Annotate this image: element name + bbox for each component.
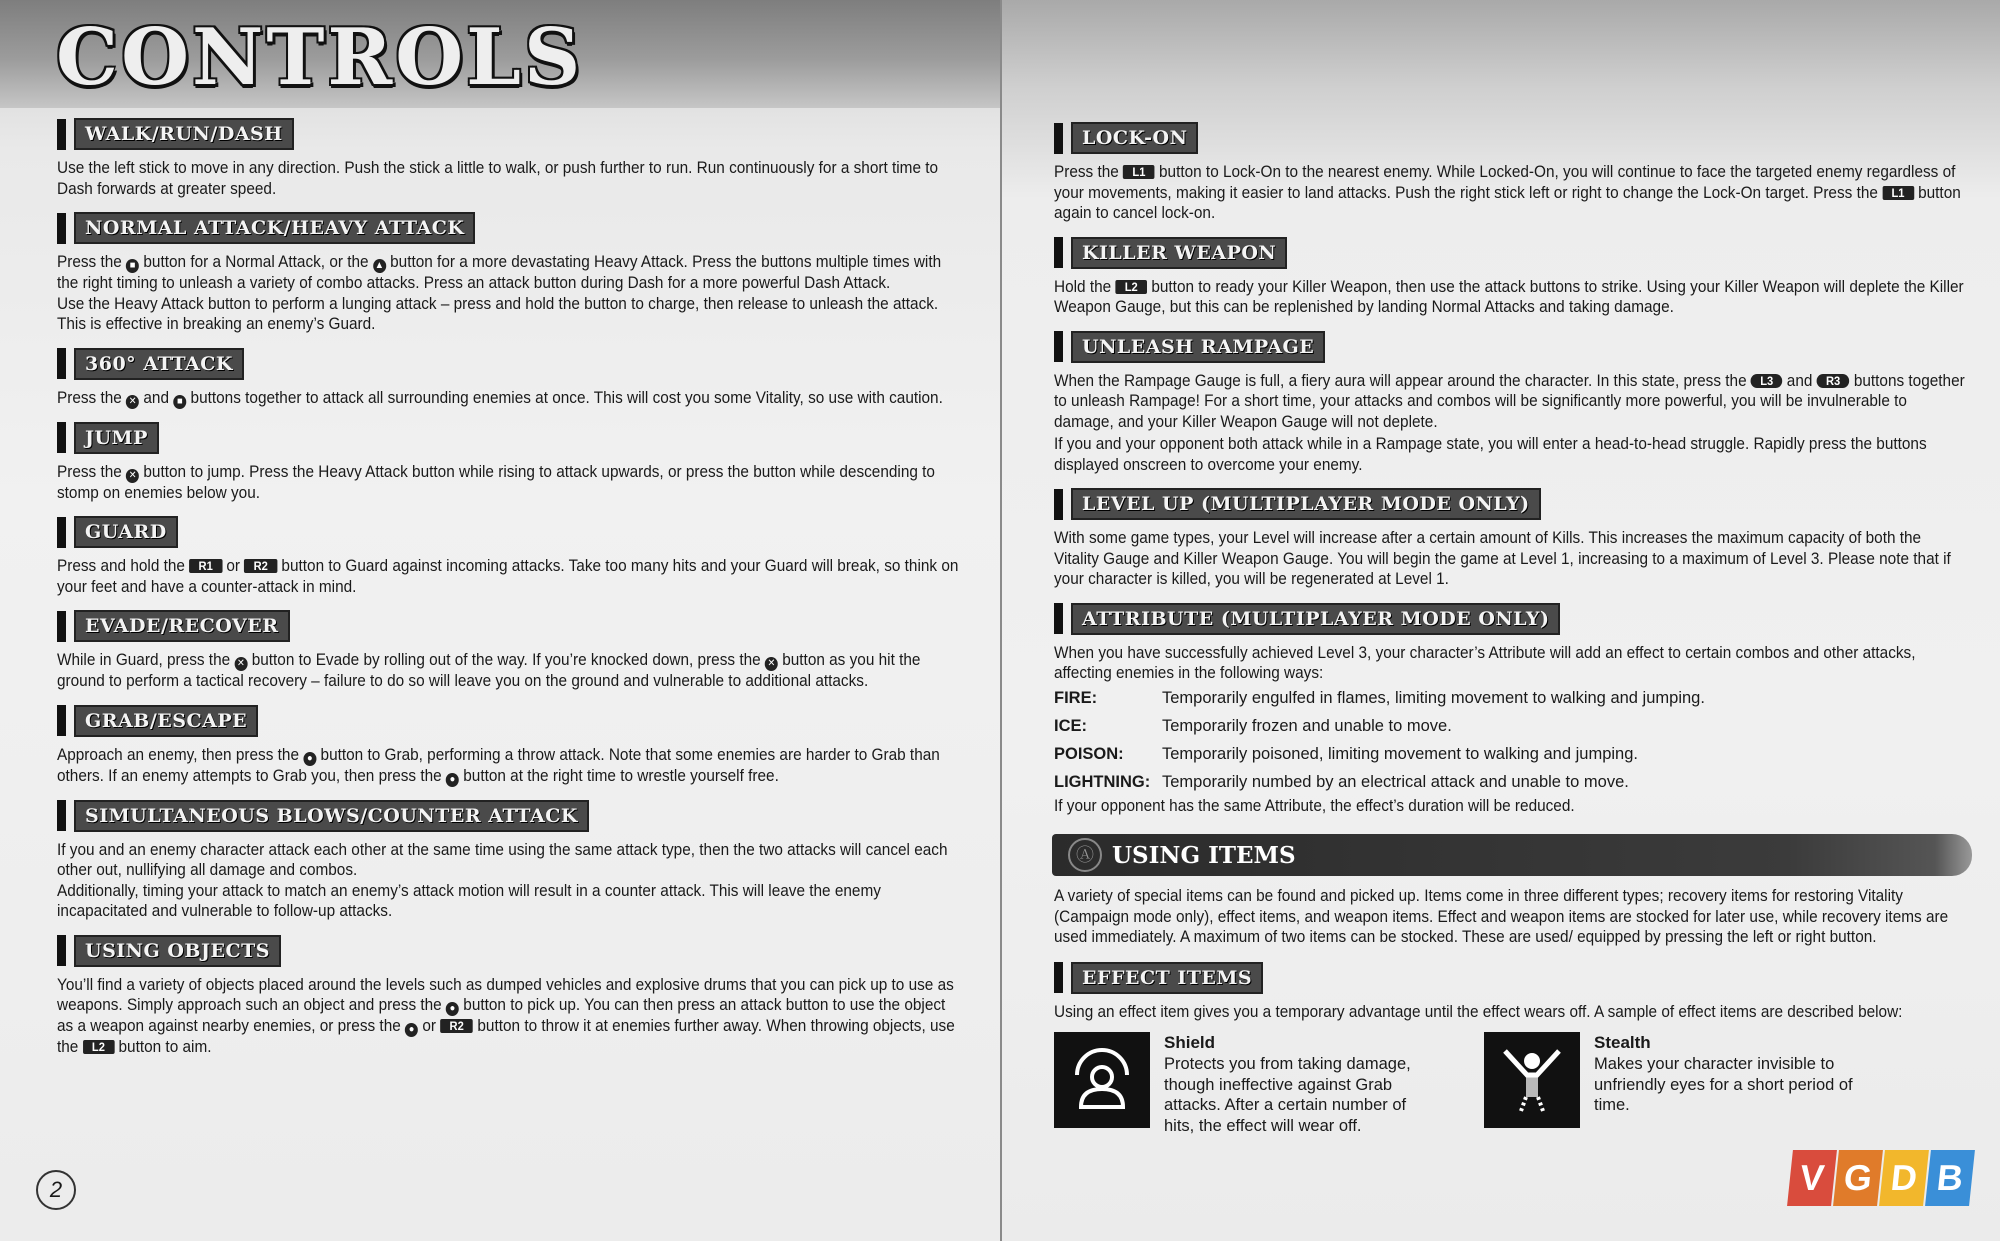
section-heading: UNLEASH RAMPAGE [1071,331,1325,363]
section-text: When you have successfully achieved Level 3, your character’s Attribute will add an effect to certain combos and other attacks, affecting enemies in the following ways: [1054,643,1916,682]
item-shield [1054,1032,1484,1136]
attribute-name: FIRE: [1054,688,1098,707]
section-heading: GUARD [74,516,178,548]
heading-bar [57,935,66,966]
attribute-row [1054,712,1972,740]
section-text: Press the ✕ button to jump. Press the Heavy Attack button while rising to attack upwards, or press the button while descending to stomp on enemies below you. [57,462,935,502]
heading-bar [57,119,66,150]
square-button-icon: ■ [126,259,139,273]
cross-button-icon: ✕ [126,469,139,483]
l2-button-icon: L2 [83,1040,115,1054]
heading-bar [57,348,66,379]
item-desc: Protects you from taking damage, though ineffective against Grab attacks. After a certain number of hits, the effect will wear off. [1164,1055,1411,1135]
section-level-up [1054,488,1972,590]
section-heading: EVADE/RECOVER [74,610,290,642]
square-button-icon: ■ [173,395,186,409]
r3-button-icon: R3 [1817,374,1850,388]
heading-bar [57,517,66,548]
circle-button-icon: ● [446,1002,459,1016]
r2-button-icon: R2 [244,559,277,573]
cross-button-icon: ✕ [765,657,778,671]
attribute-desc: Temporarily engulfed in flames, limiting movement to walking and jumping. [1162,688,1705,707]
section-text: When the Rampage Gauge is full, a fiery aura will appear around the character. In this state, press the L3 and R3 buttons together to unleash Rampage! For a short time, your attacks and combos will be significantly more powerful, you will be invulnerable to damage, and your Killer Weapon Gauge will not deplete. [1054,371,1965,431]
circle-button-icon: ● [446,773,459,787]
section-text: Press the ✕ and ■ buttons together to attack all surrounding enemies at once. This will cost you some Vitality, so use with caution. [57,388,943,407]
attribute-row [1054,684,1972,712]
watermark-letter: B [1925,1150,1975,1206]
attribute-row [1054,740,1972,768]
section-text: While in Guard, press the ✕ button to Evade by rolling out of the way. If you’re knocked down, press the ✕ button as you hit the ground to perform a tactical recovery – failure to do so will leave you on the ground and vulnerable to additional attacks. [57,651,921,690]
vgdb-watermark [1790,1150,1974,1206]
item-name: Stealth [1594,1033,1651,1052]
section-normal-heavy-attack [57,212,967,335]
section-effect-items [1054,962,1972,1137]
attribute-name: ICE: [1054,716,1087,735]
watermark-letter: V [1787,1150,1837,1206]
circle-button-icon: ● [303,752,316,766]
effect-items-list [1054,1032,1972,1136]
section-text: If you and an enemy character attack each other at the same time using the same attack type, then the two attacks will cancel each other out, nullifying all damage and combos. [57,840,948,879]
section-text: Press and hold the R1 or R2 button to Guard against incoming attacks. Take too many hits and your Guard will break, so think on your feet and have a counter-attack in mind. [57,557,959,596]
section-heading: WALK/RUN/DASH [74,118,294,150]
section-text-2: Additionally, timing your attack to match an enemy’s attack motion will result in a counter attack. This will leave the enemy incapacitated and vulnerable to follow-up attacks. [57,881,881,920]
section-text-2: Use the Heavy Attack button to perform a lunging attack – press and hold the button to charge, then release to unleash the attack. This is effective in breaking an enemy’s Guard. [57,294,939,333]
section-text: Press the ■ button for a Normal Attack, or the ▲ button for a more devastating Heavy Attack. Press the buttons multiple times with the right timing to unleash a variety of combo attacks. Press an attack button during Dash for a more powerful Dash Attack. [57,253,942,292]
section-text: Using an effect item gives you a temporary advantage until the effect wears off. A sample of effect items are described below: [1054,1002,1903,1021]
banner-title: USING ITEMS [1112,841,1296,869]
section-heading: NORMAL ATTACK/HEAVY ATTACK [74,212,475,244]
heading-bar [1054,603,1063,634]
r1-button-icon: R1 [189,559,222,573]
attribute-desc: Temporarily poisoned, limiting movement to walking and jumping. [1162,744,1638,763]
item-name: Shield [1164,1033,1216,1052]
section-heading: LOCK-ON [1071,122,1198,154]
cross-button-icon: ✕ [126,395,139,409]
r2-button-icon: R2 [440,1019,473,1033]
section-heading: SIMULTANEOUS BLOWS/COUNTER ATTACK [74,800,589,832]
heading-bar [1054,123,1063,154]
anarchy-icon: Ⓐ [1068,838,1102,872]
section-evade-recover [57,610,967,692]
attribute-name: POISON: [1054,744,1124,763]
watermark-letter: G [1833,1150,1883,1206]
stealth-figure-icon [1484,1032,1580,1128]
heading-bar [1054,489,1063,520]
heading-bar [1054,331,1063,362]
section-killer-weapon [1054,237,1972,318]
heading-bar [1054,962,1063,993]
heading-bar [1054,237,1063,268]
circle-button-icon: ● [405,1023,418,1037]
watermark-letter: D [1879,1150,1929,1206]
triangle-button-icon: ▲ [374,260,384,271]
section-text: You’ll find a variety of objects placed around the levels such as dumped vehicles and explosive drums that you can pick up to use as weapons. Simply approach such an object and press the ● button to pick up. You can then press an attack button to use the object as a weapon against nearby enemies, or press the ● or R2 button to throw it at enemies further away. When throwing objects, use the L2 button to aim. [57,975,955,1056]
section-heading: KILLER WEAPON [1071,237,1287,269]
section-text-2: If you and your opponent both attack while in a Rampage state, you will enter a head-to-head struggle. Rapidly press the buttons displayed onscreen to overcome your enemy. [1054,435,1927,474]
section-jump [57,422,967,504]
section-text: Hold the L2 button to ready your Killer Weapon, then use the attack buttons to strike. Using your Killer Weapon will deplete the Killer Weapon Gauge, but this can be replenished by landing Normal Attacks and taking damage. [1054,277,1964,316]
attribute-desc: Temporarily frozen and unable to move. [1162,716,1452,735]
using-items-text: A variety of special items can be found and picked up. Items come in three different types; recovery items for restoring Vitality (Campaign mode only), effect items, and weapon items. Effect and weapon items are stocked for later use, while recovery items are used immediately. A maximum of two items can be stocked. These are used/ equipped by pressing the left or right button. [1054,887,1949,946]
section-text: Approach an enemy, then press the ● button to Grab, performing a throw attack. Note that some enemies are harder to Grab than others. If an enemy attempts to Grab you, then press the ● button at the right time to wrestle yourself free. [57,745,940,785]
section-text: Press the L1 button to Lock-On to the nearest enemy. While Locked-On, you will continue to face the targeted enemy regardless of your movements, making it easier to land attacks. Push the right stick left or right to change the Lock-On target. Press the L1 button again to cancel lock-on. [1054,163,1961,222]
section-heading: USING OBJECTS [74,935,281,967]
page-title: CONTROLS [56,12,584,103]
section-lock-on [1054,122,1972,224]
page-number: 2 [36,1170,76,1210]
section-using-objects [57,935,967,1058]
item-desc: Makes your character invisible to unfriendly eyes for a short period of time. [1594,1055,1853,1114]
right-page [1002,0,2000,1241]
section-text: With some game types, your Level will increase after a certain amount of Kills. This increases the maximum capacity of both the Vitality Gauge and Killer Weapon Gauge. You will begin the game at Level 1, increasing to a maximum of Level 3. Please note that if your character is killed, you will be regenerated at Level 1. [1054,529,1951,588]
heading-bar [57,800,66,831]
item-stealth [1484,1032,1914,1136]
section-360-attack [57,348,967,409]
attribute-row [1054,768,1972,796]
l2-button-icon: L2 [1115,280,1147,294]
attribute-desc: Temporarily numbed by an electrical attack and unable to move. [1162,772,1629,791]
section-simultaneous-blows [57,800,967,922]
section-heading: JUMP [74,422,159,454]
section-unleash-rampage [1054,331,1972,476]
section-grab-escape [57,705,967,787]
l3-button-icon: L3 [1751,374,1783,388]
section-attribute [1054,603,1972,817]
section-heading: EFFECT ITEMS [1071,962,1263,994]
section-walk-run-dash [57,118,967,199]
section-heading: ATTRIBUTE (MULTIPLAYER MODE ONLY) [1071,603,1560,635]
heading-bar [57,705,66,736]
heading-bar [57,611,66,642]
l1-button-icon: L1 [1123,165,1155,179]
section-guard [57,516,967,597]
left-content [57,118,967,1071]
section-text: Use the left stick to move in any direction. Push the stick a little to walk, or push further to run. Run continuously for a short time to Dash forwards at greater speed. [57,159,939,198]
right-content [1054,122,1972,1149]
section-heading: 360° ATTACK [74,348,244,380]
cross-button-icon: ✕ [234,657,247,671]
section-heading: GRAB/ESCAPE [74,705,258,737]
section-heading: LEVEL UP (MULTIPLAYER MODE ONLY) [1071,488,1541,520]
using-items-banner [1052,834,1972,876]
heading-bar [57,213,66,244]
shield-user-icon [1054,1032,1150,1128]
attribute-name: LIGHTNING: [1054,772,1151,791]
l1-button-icon: L1 [1882,186,1914,200]
attribute-outro: If your opponent has the same Attribute, the effect’s duration will be reduced. [1054,796,1575,815]
heading-bar [57,422,66,453]
